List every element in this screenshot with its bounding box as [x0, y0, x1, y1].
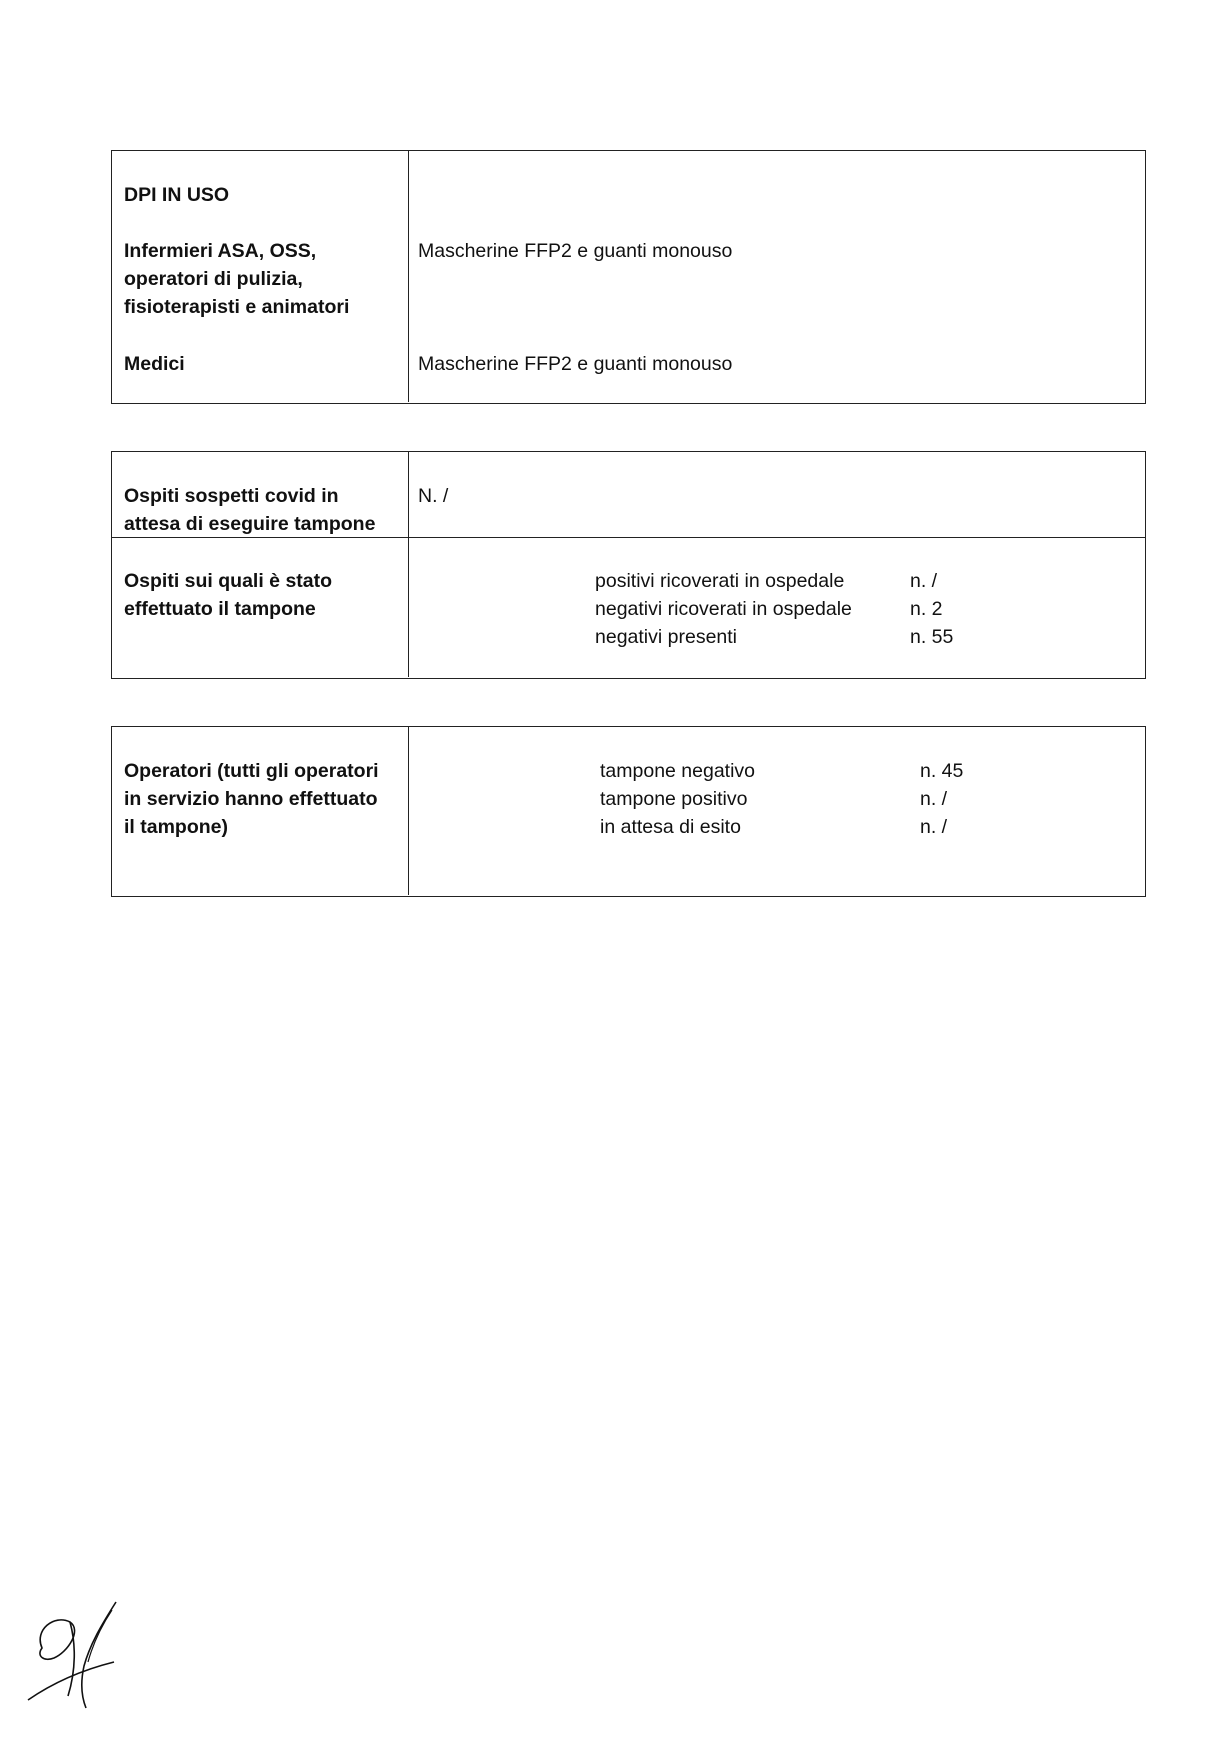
ospiti-sospetti-value: N. / [418, 485, 449, 507]
dpi-row-label-line: fisioterapisti e animatori [124, 296, 350, 318]
ospiti-tamponati-label-line: effettuato il tampone [124, 598, 316, 620]
ospiti-item-label: negativi ricoverati in ospedale [595, 598, 852, 620]
operatori-item-label: tampone positivo [600, 788, 748, 810]
ospiti-item-count: n. 2 [910, 598, 943, 620]
ospiti-sospetti-label-line: attesa di eseguire tampone [124, 513, 376, 535]
operatori-label-line: Operatori (tutti gli operatori [124, 760, 379, 782]
operatori-item-label: in attesa di esito [600, 816, 741, 838]
ospiti-item-label: positivi ricoverati in ospedale [595, 570, 845, 592]
operatori-label-line: in servizio hanno effettuato [124, 788, 378, 810]
ospiti-item-count: n. 55 [910, 626, 954, 648]
dpi-table [111, 150, 1146, 404]
column-divider [408, 452, 409, 677]
operatori-label-line: il tampone) [124, 816, 229, 838]
operatori-item-label: tampone negativo [600, 760, 756, 782]
column-divider [408, 151, 409, 402]
ospiti-tamponati-label-line: Ospiti sui quali è stato [124, 570, 333, 592]
ospiti-sospetti-label-line: Ospiti sospetti covid in [124, 485, 339, 507]
dpi-row-value: Mascherine FFP2 e guanti monouso [418, 353, 733, 375]
dpi-heading: DPI IN USO [124, 184, 230, 206]
ospiti-item-count: n. / [910, 570, 938, 592]
operatori-item-count: n. / [920, 816, 948, 838]
operatori-item-count: n. 45 [920, 760, 964, 782]
ospiti-item-label: negativi presenti [595, 626, 738, 648]
signature-icon [24, 1600, 124, 1710]
operatori-item-count: n. / [920, 788, 948, 810]
dpi-row-label-line: Infermieri ASA, OSS, [124, 240, 317, 262]
ospiti-table [111, 451, 1146, 679]
dpi-row-label-line: Medici [124, 353, 185, 375]
operatori-table [111, 726, 1146, 897]
column-divider [408, 727, 409, 895]
dpi-row-value: Mascherine FFP2 e guanti monouso [418, 240, 733, 262]
dpi-row-label-line: operatori di pulizia, [124, 268, 303, 290]
